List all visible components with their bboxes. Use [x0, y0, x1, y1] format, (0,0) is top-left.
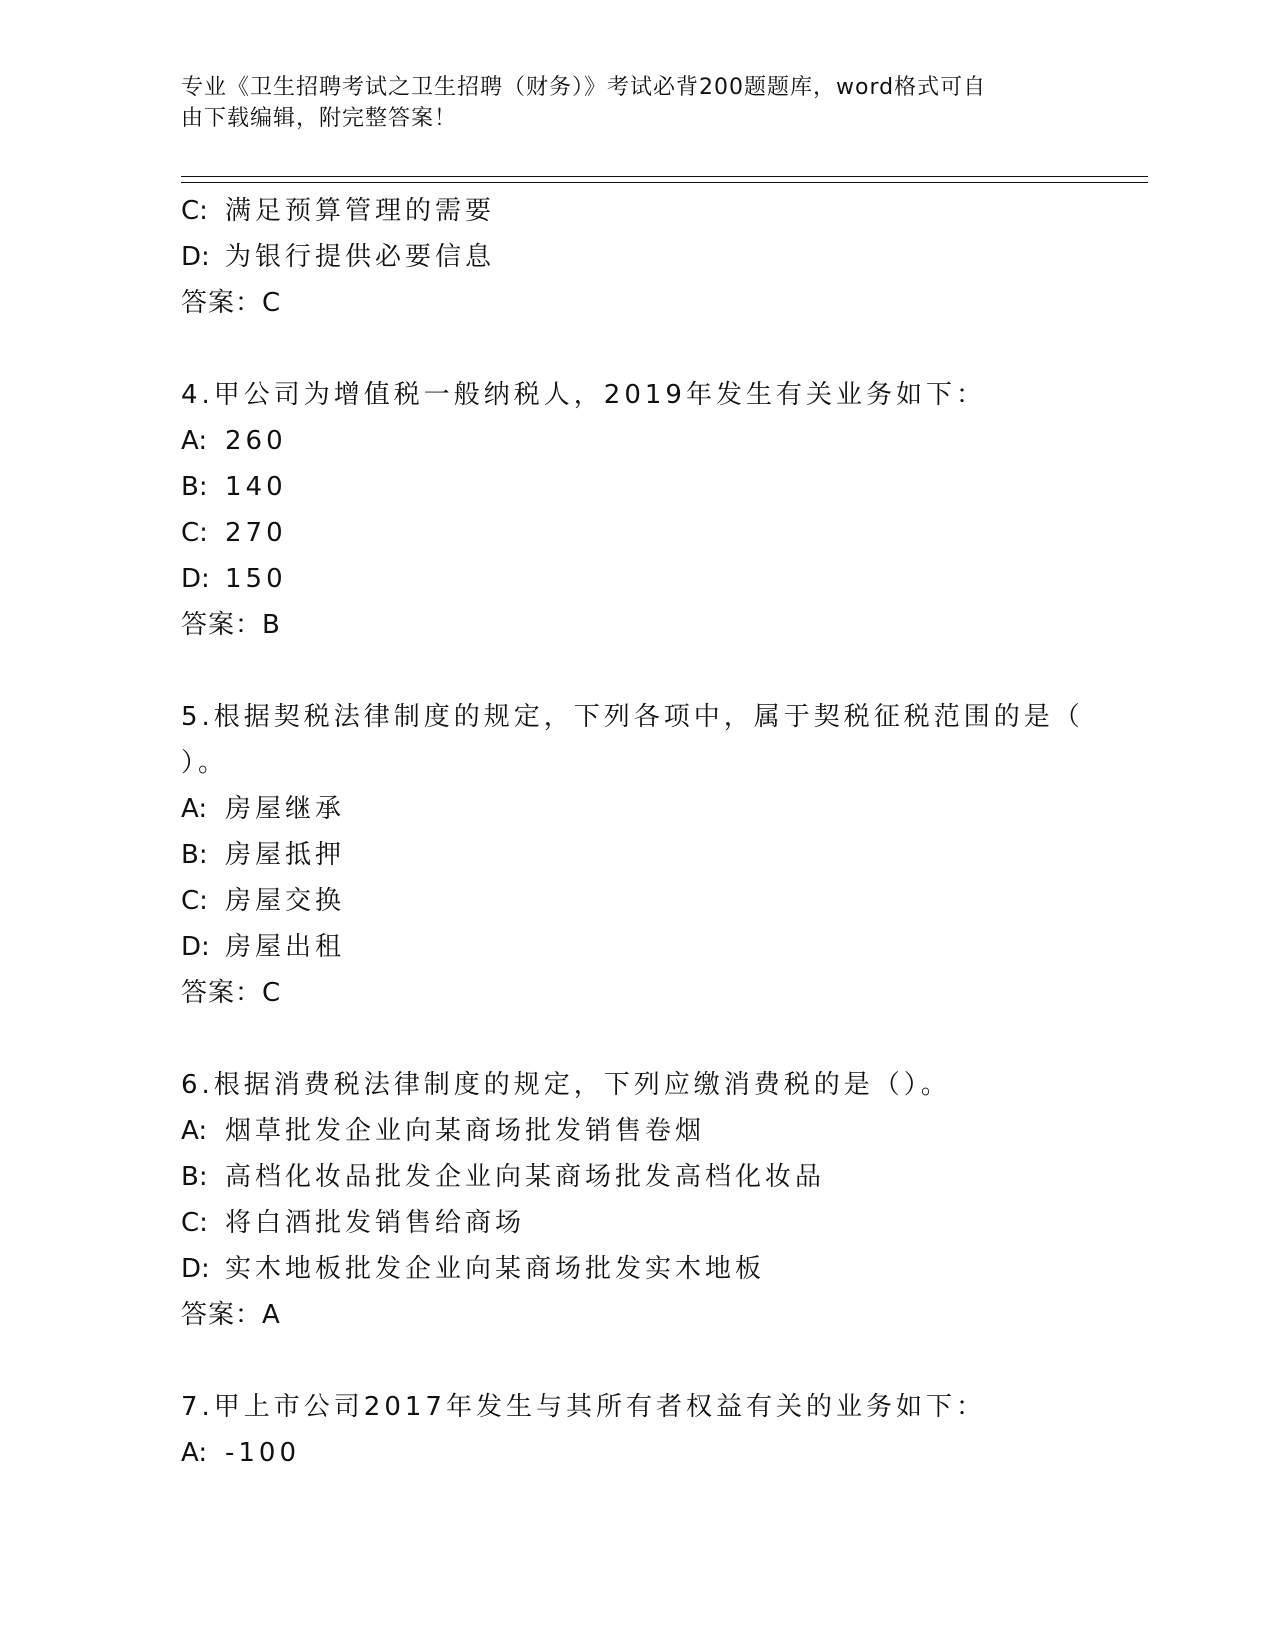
- option-a: [181, 1108, 1081, 1154]
- answer: 答案：B: [181, 610, 281, 640]
- option-letter: B:: [181, 1162, 208, 1192]
- option-text: 房屋出租: [225, 932, 346, 962]
- option-text: 实木地板批发企业向某商场批发实木地板: [225, 1254, 766, 1284]
- option-letter: A:: [181, 1116, 208, 1146]
- option-letter: C:: [181, 886, 208, 916]
- question-3: [181, 188, 1081, 326]
- option-b: [181, 832, 1081, 878]
- option-letter: C:: [181, 1208, 208, 1238]
- option-b: [181, 1154, 1081, 1200]
- option-a: [181, 786, 1081, 832]
- spacer: [181, 1338, 1081, 1384]
- spacer: [181, 1016, 1081, 1062]
- answer: 答案：C: [181, 978, 282, 1008]
- header-line-2: 由下载编辑，附完整答案！: [181, 106, 458, 131]
- option-letter: A:: [181, 1438, 208, 1468]
- option-d: [181, 234, 1081, 280]
- option-letter: C:: [181, 518, 208, 548]
- option-text: 270: [225, 518, 287, 548]
- option-d: [181, 924, 1081, 970]
- option-letter: D:: [181, 932, 210, 962]
- question-stem: 5.根据契税法律制度的规定，下列各项中，属于契税征税范围的是（: [181, 702, 1084, 732]
- option-text: 高档化妆品批发企业向某商场批发高档化妆品: [225, 1162, 826, 1192]
- option-c: [181, 510, 1081, 556]
- option-a: [181, 418, 1081, 464]
- option-d: [181, 556, 1081, 602]
- option-c: [181, 188, 1081, 234]
- answer: 答案：A: [181, 1300, 281, 1330]
- document-header: [181, 72, 1061, 134]
- question-list: [181, 188, 1084, 1476]
- option-text: 烟草批发企业向某商场批发销售卷烟: [225, 1116, 706, 1146]
- option-text: 260: [225, 426, 287, 456]
- option-a: [181, 1430, 1081, 1476]
- option-letter: D:: [181, 1254, 210, 1284]
- question-stem-continued: ）。: [181, 748, 229, 778]
- option-text: 房屋交换: [225, 886, 346, 916]
- question-4: [181, 372, 1081, 648]
- spacer: [181, 648, 1081, 694]
- option-letter: B:: [181, 840, 208, 870]
- question-stem: 4.甲公司为增值税一般纳税人，2019年发生有关业务如下：: [181, 380, 986, 410]
- option-letter: C:: [181, 196, 208, 226]
- header-rule-bottom: [181, 182, 1148, 183]
- option-letter: D:: [181, 242, 210, 272]
- answer: 答案：C: [181, 288, 282, 318]
- option-b: [181, 464, 1081, 510]
- option-letter: B:: [181, 472, 208, 502]
- option-text: 140: [225, 472, 287, 502]
- option-letter: A:: [181, 426, 208, 456]
- option-letter: A:: [181, 794, 208, 824]
- option-d: [181, 1246, 1081, 1292]
- question-stem: 7.甲上市公司2017年发生与其所有者权益有关的业务如下：: [181, 1392, 986, 1422]
- option-text: 满足预算管理的需要: [225, 196, 496, 226]
- question-7: [181, 1384, 1081, 1476]
- option-c: [181, 878, 1081, 924]
- option-text: 房屋继承: [225, 794, 346, 824]
- header-rule-top: [181, 176, 1148, 177]
- option-text: 房屋抵押: [225, 840, 346, 870]
- option-text: -100: [225, 1438, 301, 1468]
- header-line-1: 专业《卫生招聘考试之卫生招聘（财务）》考试必背200题题库，word格式可自: [181, 75, 987, 100]
- spacer: [181, 326, 1081, 372]
- question-6: [181, 1062, 1081, 1338]
- option-text: 150: [225, 564, 287, 594]
- option-text: 为银行提供必要信息: [225, 242, 496, 272]
- question-stem: 6.根据消费税法律制度的规定，下列应缴消费税的是（）。: [181, 1070, 951, 1100]
- question-5: [181, 694, 1084, 1016]
- option-c: [181, 1200, 1081, 1246]
- option-text: 将白酒批发销售给商场: [225, 1208, 526, 1238]
- option-letter: D:: [181, 564, 210, 594]
